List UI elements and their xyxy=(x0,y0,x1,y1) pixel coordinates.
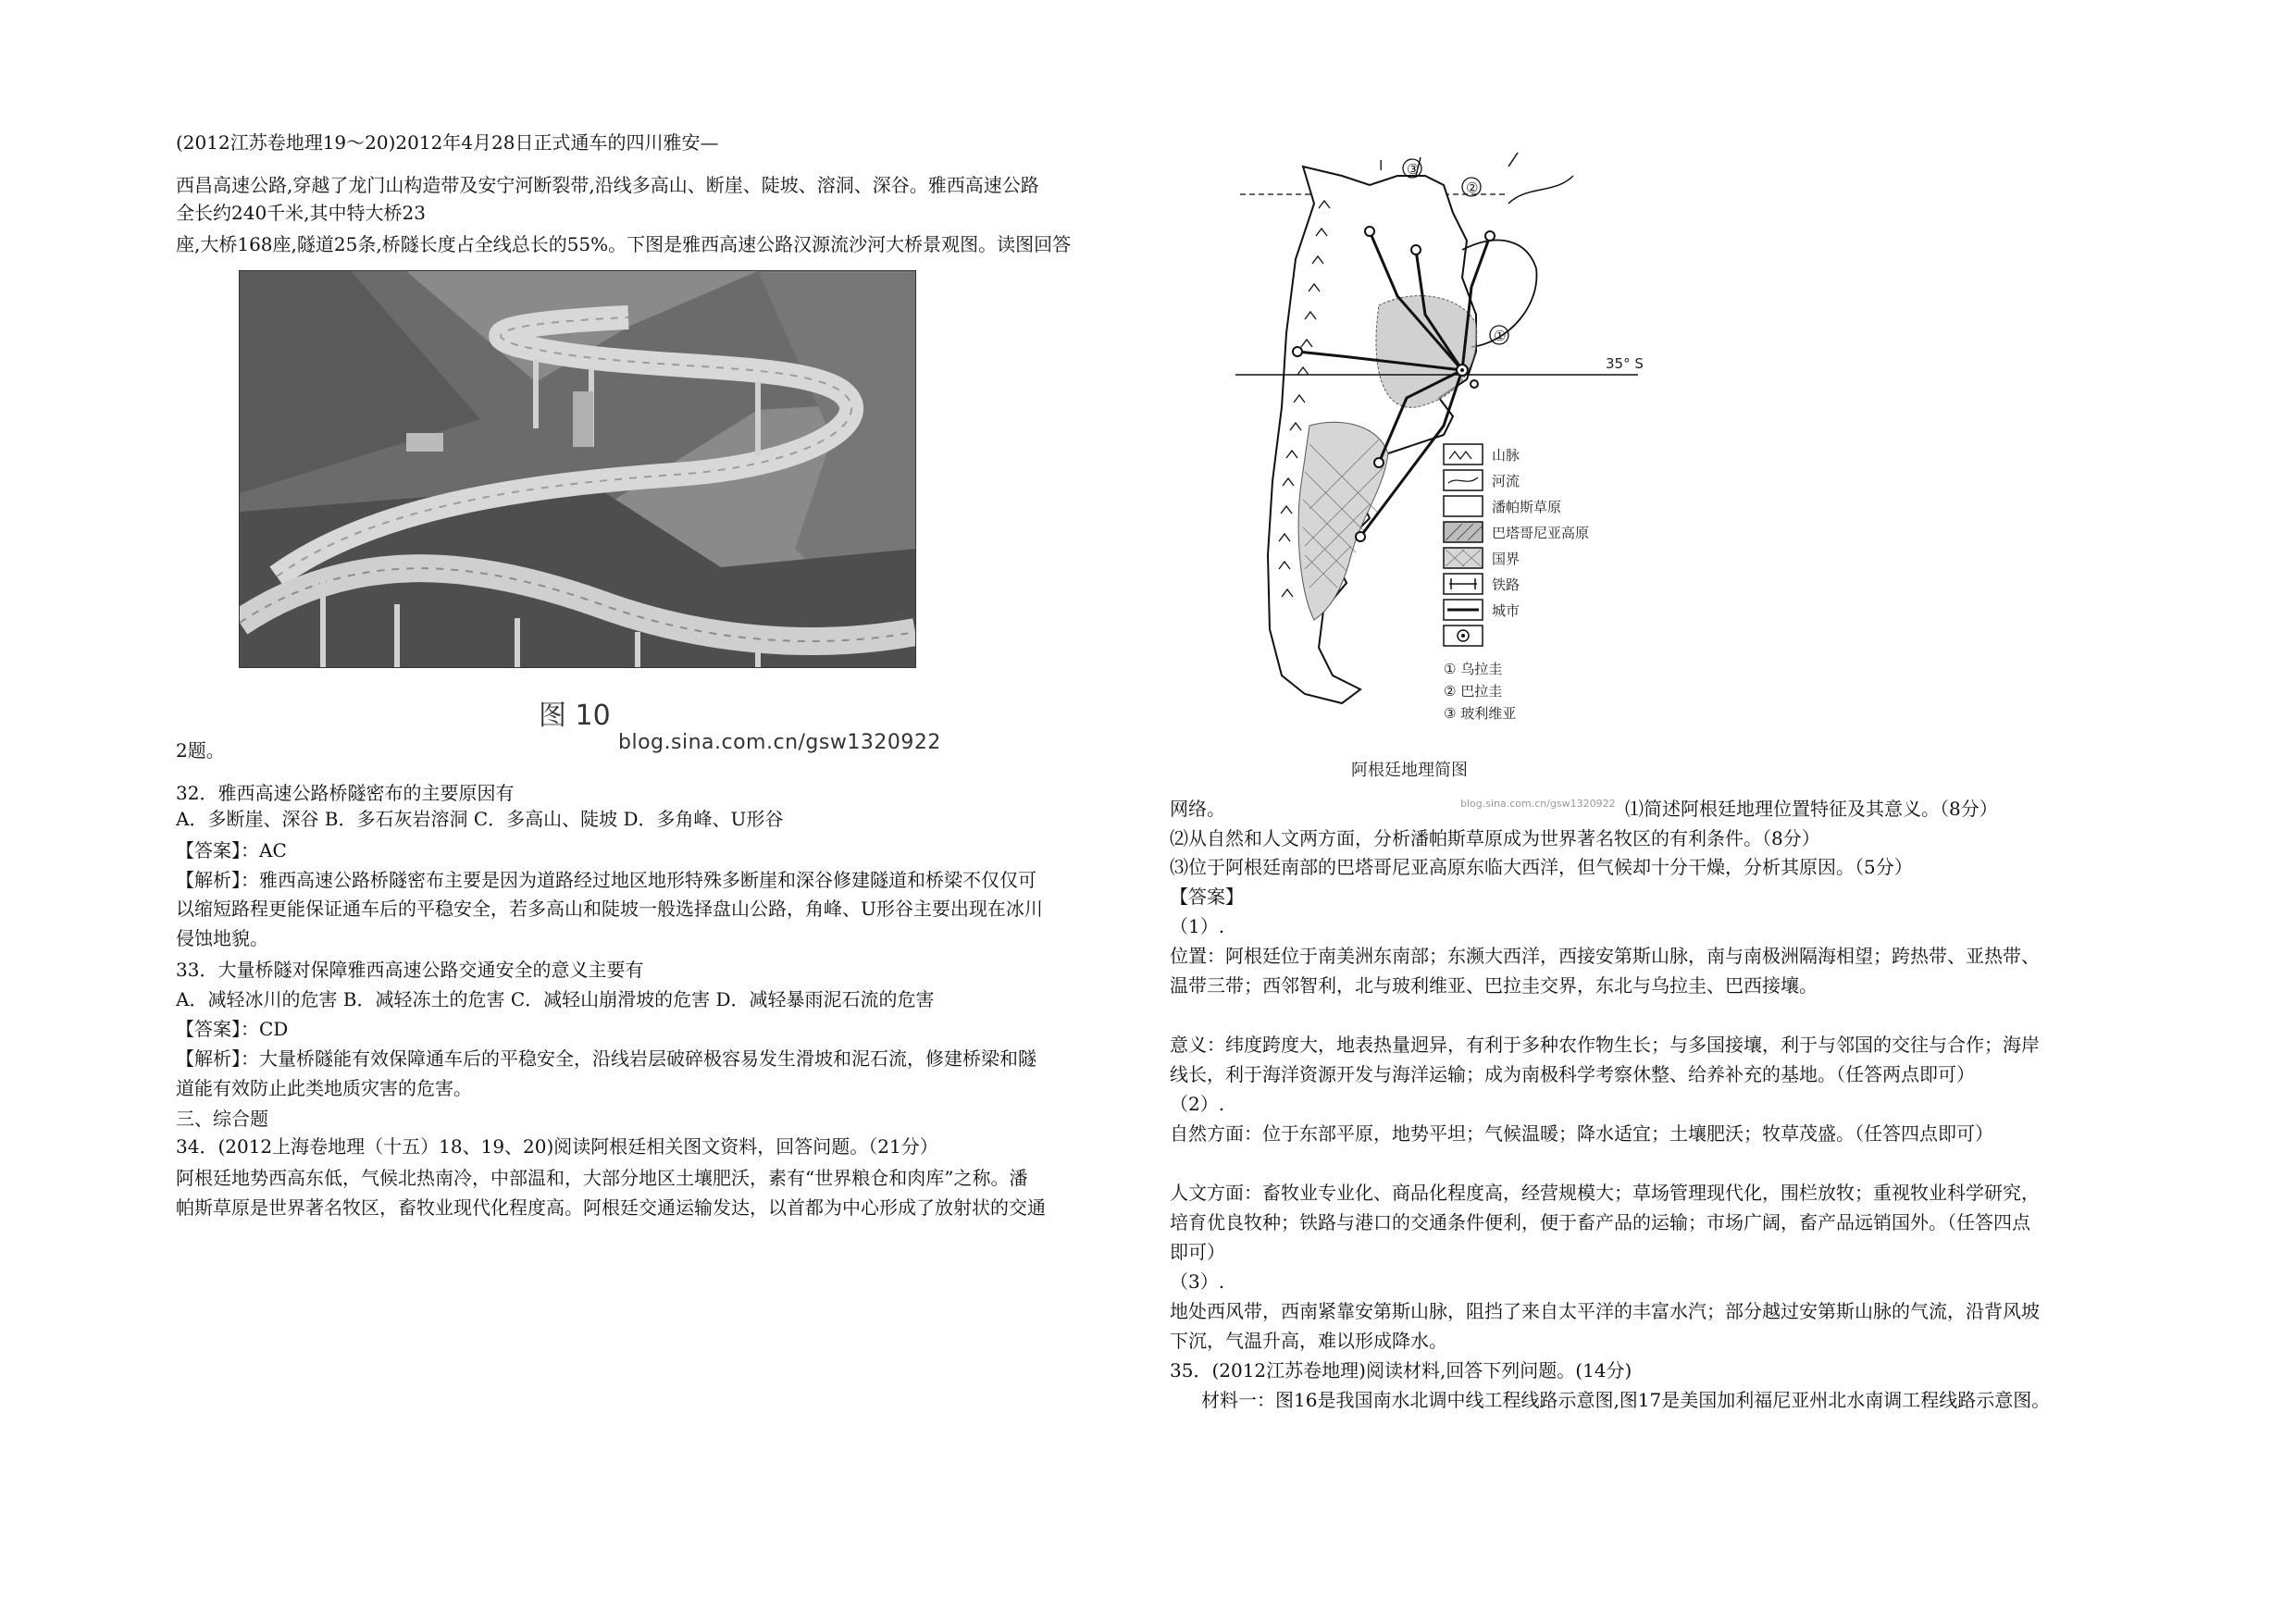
legend-city: 城市 xyxy=(1492,602,1520,619)
legend-pampas: 潘帕斯草原 xyxy=(1492,499,1562,515)
q34-text: 帕斯草原是世界著名牧区，畜牧业现代化程度高。阿根廷交通运输发达，以首都为中心形成了放射状的交通 xyxy=(176,1196,1046,1219)
answer-1-position: 温带三带；西邻智利，北与玻利维亚、巴拉圭交界，东北与乌拉圭、巴西接壤。 xyxy=(1170,974,1818,997)
faint-watermark: blog.sina.com.cn/gsw1320922 xyxy=(1460,798,1616,810)
marker-1: ① xyxy=(1494,328,1507,344)
q34-sub2: ⑵从自然和人文两方面，分析潘帕斯草原成为世界著名牧区的有利条件。（8分） xyxy=(1170,827,1820,849)
marker-3: ③ xyxy=(1407,161,1420,178)
q34-sub3: ⑶位于阿根廷南部的巴塔哥尼亚高原东临大西洋，但气候却十分干燥，分析其原因。（5分） xyxy=(1170,856,1913,878)
q32-answer: 【答案】：AC xyxy=(176,839,287,861)
note-bolivia: ③ 玻利维亚 xyxy=(1444,705,1517,722)
intro-tail: 2题。 xyxy=(176,739,225,762)
intro-line: 座,大桥168座,隧道25条,桥隧长度占全线总长的55%。下图是雅西高速公路汉源流沙河大桥景观图。读图回答 xyxy=(176,233,1072,255)
note-paraguay: ② 巴拉圭 xyxy=(1444,683,1503,700)
q33-options: A．减轻冰川的危害 B．减轻冻土的危害 C．减轻山崩滑坡的危害 D．减轻暴雨泥石流的危害 xyxy=(176,988,935,1010)
q32-options: A．多断崖、深谷 B．多石灰岩溶洞 C．多高山、陡坡 D．多角峰、U形谷 xyxy=(176,808,784,830)
legend-river: 河流 xyxy=(1492,473,1520,489)
q32-question: 32．雅西高速公路桥隧密布的主要原因有 xyxy=(176,782,515,804)
intro-line: 西昌高速公路,穿越了龙门山构造带及安宁河断裂带,沿线多高山、断崖、陡坡、溶洞、深谷。雅西高速公路 xyxy=(176,174,1039,196)
legend-patagonia: 巴塔哥尼亚高原 xyxy=(1492,525,1590,541)
answer-3: 下沉，气温升高，难以形成降水。 xyxy=(1170,1330,1447,1352)
answer-1-significance: 意义：纬度跨度大，地表热量迥异，有利于多种农作物生长；与多国接壤，利于与邻国的交往与合作；海岸 xyxy=(1170,1034,2040,1056)
latitude-label: 35° S xyxy=(1606,355,1644,372)
answer-header: 【答案】 xyxy=(1170,886,1244,908)
q33-analysis: 【解析】：大量桥隧能有效保障通车后的平稳安全，沿线岩层破碎极容易发生滑坡和泥石流，修建桥梁和隧 xyxy=(176,1047,1036,1070)
q35-question: 35．(2012江苏卷地理)阅读材料,回答下列问题。(14分) xyxy=(1170,1359,1632,1381)
note-uruguay: ① 乌拉圭 xyxy=(1444,661,1503,677)
marker-I: I xyxy=(1379,157,1384,174)
argentina-map xyxy=(1231,148,1666,787)
marker-2: ② xyxy=(1466,180,1479,196)
q34-sub1: ⑴简述阿根廷地理位置特征及其意义。（8分） xyxy=(1625,798,1998,820)
map-title: 阿根廷地理简图 xyxy=(1351,761,1468,780)
answer-2-natural: 自然方面：位于东部平原，地势平坦；气候温暖；降水适宜；土壤肥沃；牧草茂盛。（任答四点即可） xyxy=(1170,1122,1993,1145)
answer-2-human: 人文方面：畜牧业专业化、商品化程度高，经营规模大；草场管理现代化，围栏放牧；重视牧业科学研究， xyxy=(1170,1182,2040,1204)
section-heading: 三、综合题 xyxy=(176,1108,268,1130)
answer-3: 地处西风带，西南紧靠安第斯山脉，阻挡了来自太平洋的丰富水汽；部分越过安第斯山脉的气流，沿背风坡 xyxy=(1170,1300,2040,1322)
q35-material-1: 材料一：图16是我国南水北调中线工程线路示意图,图17是美国加利福尼亚州北水南调工程线路示意图。 xyxy=(1201,1389,2051,1411)
intro-line: 全长约240千米,其中特大桥23 xyxy=(176,202,426,224)
q32-analysis: 侵蚀地貌。 xyxy=(176,927,268,949)
q33-answer: 【答案】：CD xyxy=(176,1018,289,1040)
figure-caption: 图 10 xyxy=(539,700,611,732)
q34-question: 34．(2012上海卷地理（十五）18、19、20)阅读阿根廷相关图文资料，回答问题。（21分） xyxy=(176,1135,938,1158)
q34-text-end: 网络。 xyxy=(1170,798,1225,820)
legend-border: 国界 xyxy=(1492,551,1520,567)
blog-watermark: blog.sina.com.cn/gsw1320922 xyxy=(618,731,941,754)
highway-bridge-photo xyxy=(239,270,916,668)
q34-text: 阿根廷地势西高东低，气候北热南冷，中部温和，大部分地区土壤肥沃，素有“世界粮仓和肉库”之称。潘 xyxy=(176,1167,1028,1189)
answer-1-label: （1）. xyxy=(1170,915,1225,937)
answer-2-label: （2）. xyxy=(1170,1093,1225,1115)
answer-3-label: （3）. xyxy=(1170,1270,1225,1293)
answer-2-human: 培育优良牧种；铁路与港口的交通条件便利，便于畜产品的运输；市场广阔，畜产品远销国外。（任答四点 xyxy=(1170,1211,2030,1233)
intro-line: (2012江苏卷地理19～20)2012年4月28日正式通车的四川雅安— xyxy=(176,131,719,154)
legend-mountain: 山脉 xyxy=(1492,447,1520,464)
q33-question: 33．大量桥隧对保障雅西高速公路交通安全的意义主要有 xyxy=(176,959,644,981)
answer-1-position: 位置：阿根廷位于南美洲东南部；东濒大西洋，西接安第斯山脉，南与南极洲隔海相望；跨热带、亚热带、 xyxy=(1170,945,2040,967)
q32-analysis: 以缩短路程更能保证通车后的平稳安全，若多高山和陡坡一般选择盘山公路，角峰、U形谷主要出现在冰川 xyxy=(176,898,1043,920)
answer-2-human: 即可） xyxy=(1170,1241,1225,1263)
q33-analysis: 道能有效防止此类地质灾害的危害。 xyxy=(176,1077,472,1099)
legend-railway: 铁路 xyxy=(1492,576,1520,593)
q32-analysis: 【解析】：雅西高速公路桥隧密布主要是因为道路经过地区地形特殊多断崖和深谷修建隧道和桥梁不仅仅可 xyxy=(176,869,1036,891)
answer-1-significance: 线长，利于海洋资源开发与海洋运输；成为南极科学考察休整、给养补充的基地。（任答两点即可） xyxy=(1170,1063,1975,1085)
